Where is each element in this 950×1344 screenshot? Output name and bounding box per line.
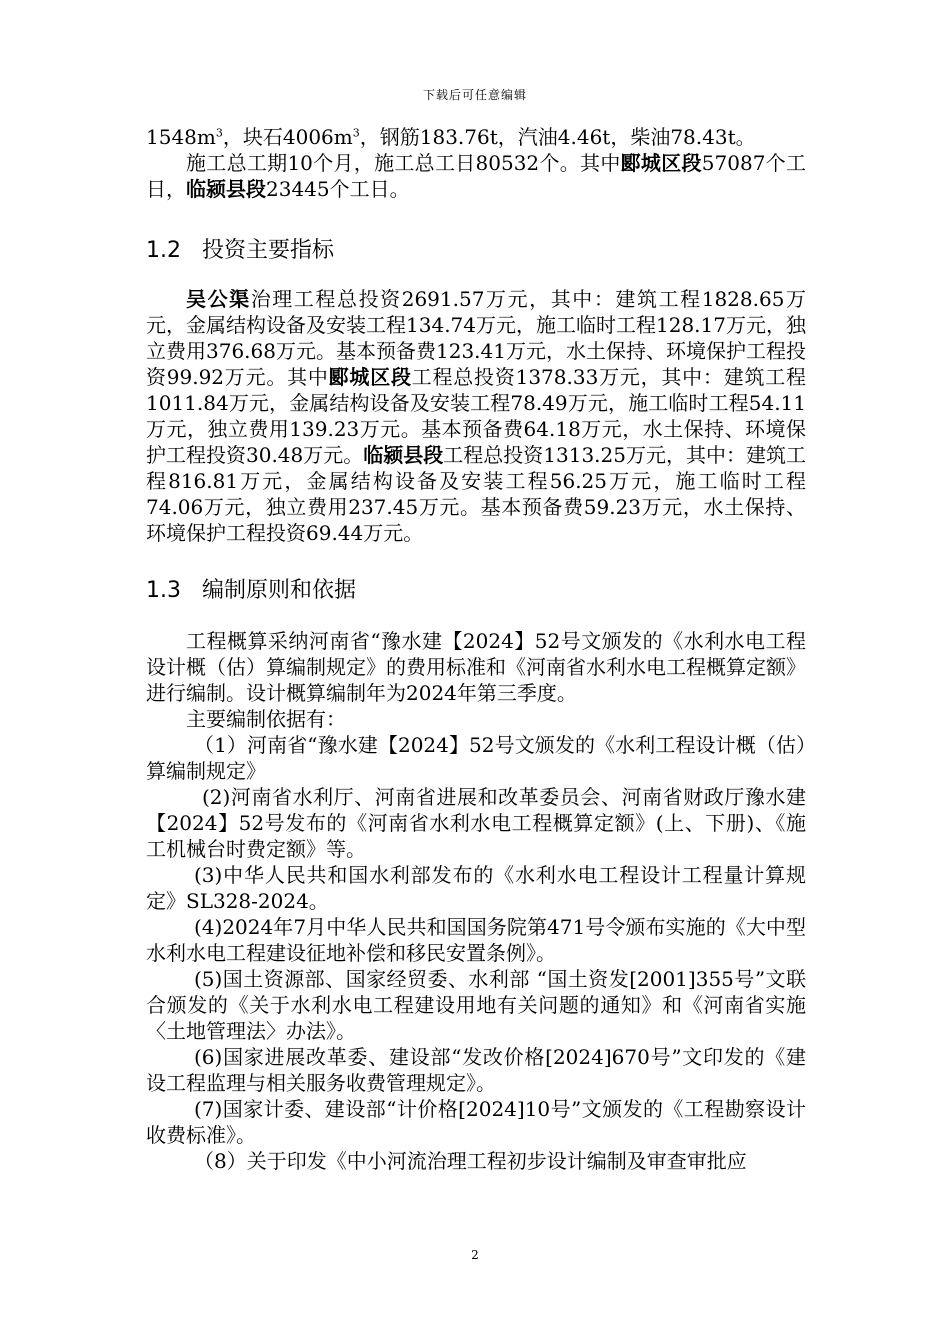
bold-run: 郾城区段 (328, 365, 412, 389)
page-content (146, 124, 806, 1174)
intro-line-part: ，块石4006m (222, 125, 353, 149)
basis-item: (2)河南省水利厅、河南省进展和改革委员会、河南省财政厅豫水建【2024】52号发布的《河南省水利水电工程概算定额》(上、下册)、《施工机械台时费定额》等。 (146, 785, 806, 861)
bold-run: 临颍县段 (363, 443, 444, 467)
basis-item: (6)国家进展改革委、建设部“发改价格[2024]670号”文印发的《建设工程监理与相关服务收费管理规定》。 (146, 1045, 806, 1095)
bold-run: 吴公渠 (186, 287, 251, 311)
section-title: 投资主要指标 (202, 238, 335, 263)
basis-item: (3)中华人民共和国水利部发布的《水利水电工程设计工程量计算规定》SL328-2024。 (146, 863, 806, 913)
basis-item: （1）河南省“豫水建【2024】52号文颁发的《水利工程设计概（估）算编制规定》 (146, 733, 806, 783)
text-run: 施工总工期10个月，施工总工日80532个。其中 (186, 151, 621, 175)
text-run: 工程总投资1378.33万元，其中：建筑工程1011.84万元，金属结构设备及安装工程78.49万元，施工临时工程54.11万元，独立费用139.23万元。基本预备费64.18万元，水土保持、环境保护工程投资30.48万元。 (146, 365, 807, 467)
intro-line (146, 124, 806, 150)
investment-paragraph (146, 286, 806, 546)
text-run: 57087个工日， (146, 151, 807, 201)
basis-item: （8）关于印发《中小河流治理工程初步设计编制及审查审批应 (194, 1149, 747, 1173)
section-heading-1-2 (146, 236, 806, 266)
section-heading-1-3 (146, 576, 806, 606)
principle-paragraph: 工程概算采纳河南省“豫水建【2024】52号文颁发的《水利水电工程设计概（估）算编制规定》的费用标准和《河南省水利水电工程概算定额》进行编制。设计概算编制年为2024年第三季度。 (146, 629, 806, 705)
section-title: 编制原则和依据 (202, 578, 357, 603)
intro-line-part: ，钢筋183.76t，汽油4.46t，柴油78.43t。 (359, 125, 756, 149)
text-run: 治理工程总投资2691.57万元，其中：建筑工程1828.65万元，金属结构设备及安装工程134.74万元，施工临时工程128.17万元，独立费用376.68万元。基本预备费123.41万元，水土保持、环境保护工程投资99.92万元。其中 (146, 287, 806, 389)
bold-run: 郾城区段 (620, 151, 702, 175)
basis-item: (5)国土资源部、国家经贸委、水利部 “国土资发[2001]355号”文联合颁发的《关于水利水电工程建设用地有关问题的通知》和《河南省实施〈土地管理法〉办法》。 (146, 967, 806, 1043)
superscript: 3 (352, 126, 360, 140)
section-number: 1.2 (146, 238, 181, 263)
text-run: 23445个工日。 (266, 177, 410, 201)
section-number: 1.3 (146, 578, 181, 603)
basis-item: (4)2024年7月中华人民共和国国务院第471号令颁布实施的《大中型水利水电工程建设征地补偿和移民安置条例》。 (146, 915, 806, 965)
superscript: 3 (215, 126, 223, 140)
basis-item: (7)国家计委、建设部“计价格[2024]10号”文颁发的《工程勘察设计收费标准》。 (146, 1097, 806, 1147)
page-header: 下载后可任意编辑 (422, 88, 527, 102)
workday-paragraph (146, 150, 806, 202)
page-number: 2 (471, 1248, 479, 1262)
bold-run: 临颍县段 (186, 177, 266, 201)
text-run: 工程总投资1313.25万元，其中：建筑工程816.81万元，金属结构设备及安装工程56.25万元，施工临时工程74.06万元，独立费用237.45万元。基本预备费59.23万元，水土保持、环境保护工程投资69.44万元。 (146, 443, 806, 545)
intro-line-part: 1548m (146, 125, 216, 149)
basis-intro: 主要编制依据有： (186, 707, 346, 731)
